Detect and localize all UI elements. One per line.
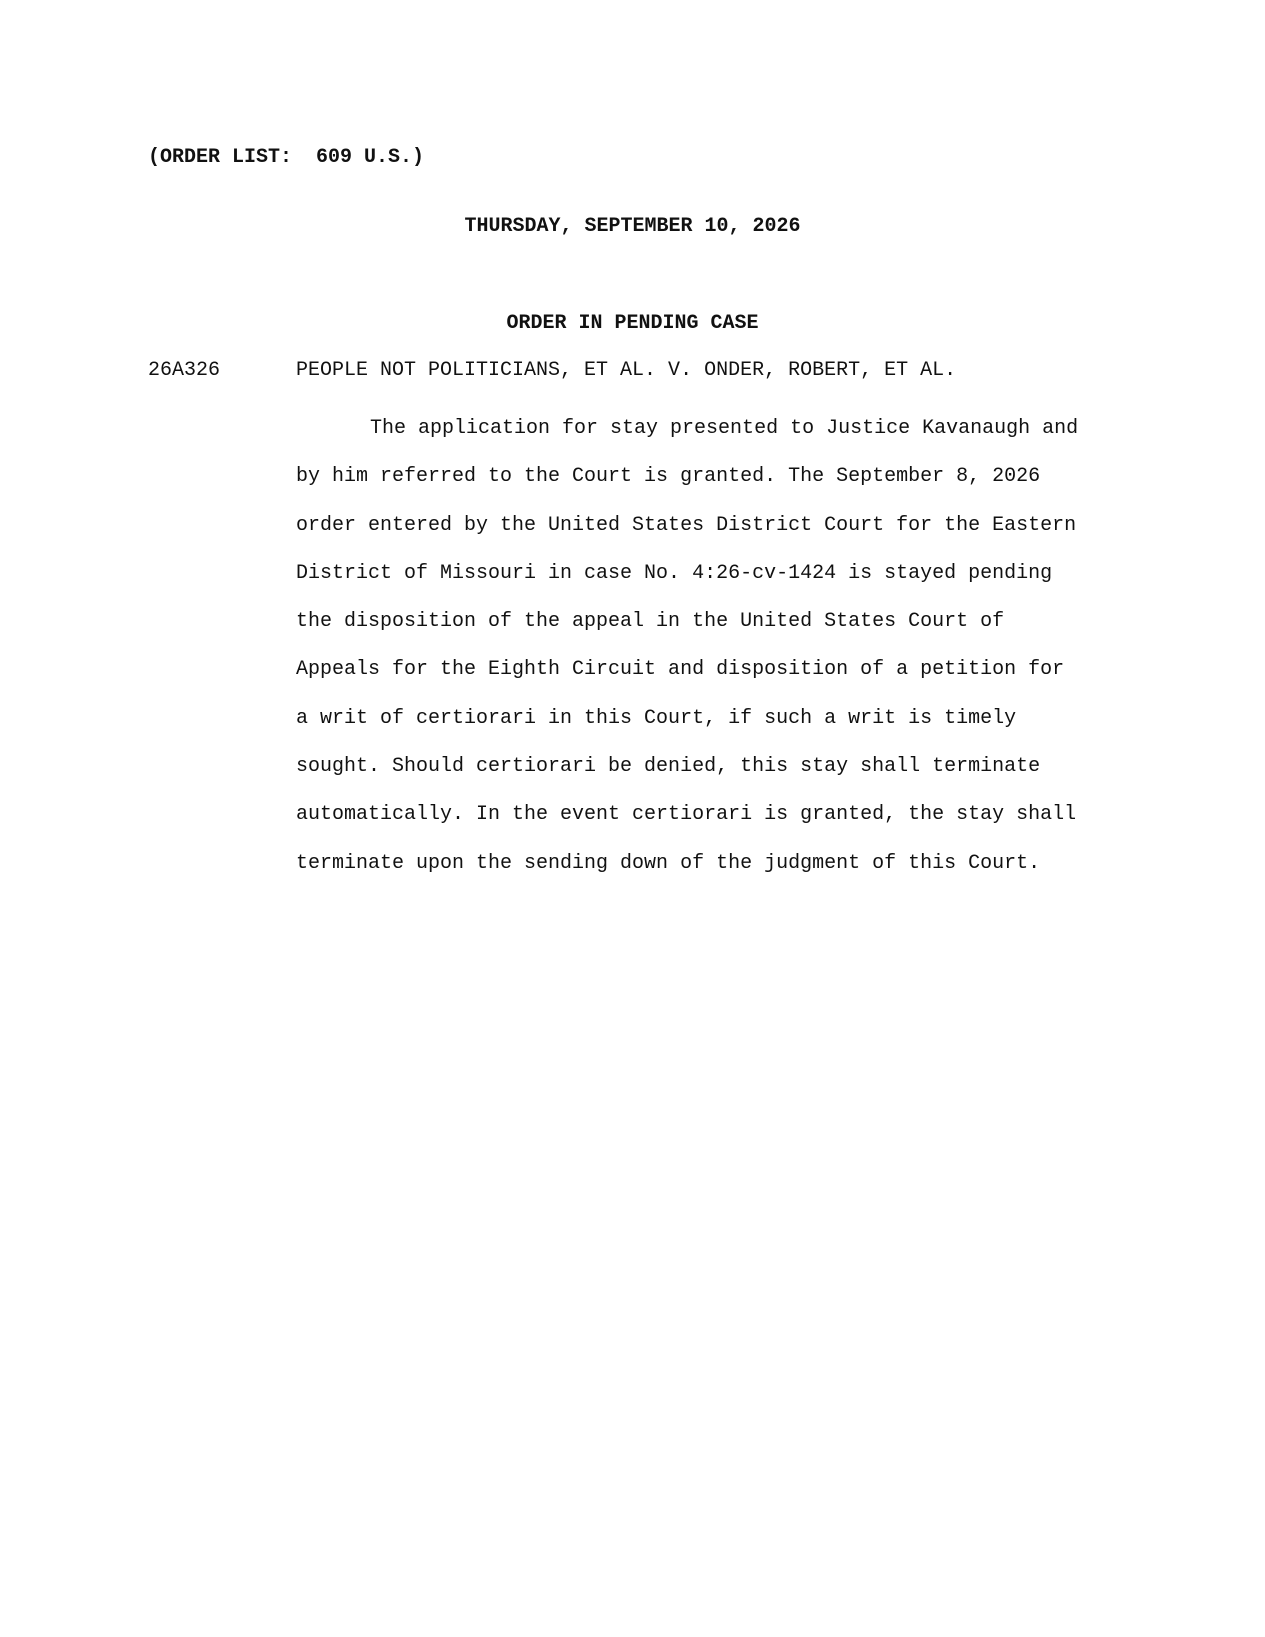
order-text-line: District of Missouri in case No. 4:26-cv-1424 is stayed pending — [296, 561, 1053, 585]
order-text-line: terminate upon the sending down of the judgment of this Court. — [296, 851, 1041, 875]
case-caption: PEOPLE NOT POLITICIANS, ET AL. V. ONDER, ROBERT, ET AL. — [296, 359, 957, 382]
case-order-text — [296, 405, 1111, 888]
order-text-line: Appeals for the Eighth Circuit and disposition of a petition for — [296, 658, 1065, 682]
case-number: 26A326 — [148, 359, 221, 382]
order-text-line: the disposition of the appeal in the United States Court of — [296, 610, 1005, 634]
section-heading: ORDER IN PENDING CASE — [506, 312, 759, 335]
order-text-line: sought. Should certiorari be denied, this stay shall terminate — [296, 755, 1041, 779]
order-text-line: by him referred to the Court is granted. The September 8, 2026 — [296, 465, 1041, 489]
order-text-line: automatically. In the event certiorari is granted, the stay shall — [296, 803, 1077, 827]
order-text-line: a writ of certiorari in this Court, if such a writ is timely — [296, 706, 1017, 730]
order-text-line: order entered by the United States District Court for the Eastern — [296, 513, 1077, 537]
order-text-line: The application for stay presented to Justice Kavanaugh and — [370, 417, 1079, 440]
order-date-heading: THURSDAY, SEPTEMBER 10, 2026 — [464, 215, 801, 238]
order-list-header: (ORDER LIST: 609 U.S.) — [148, 146, 425, 169]
